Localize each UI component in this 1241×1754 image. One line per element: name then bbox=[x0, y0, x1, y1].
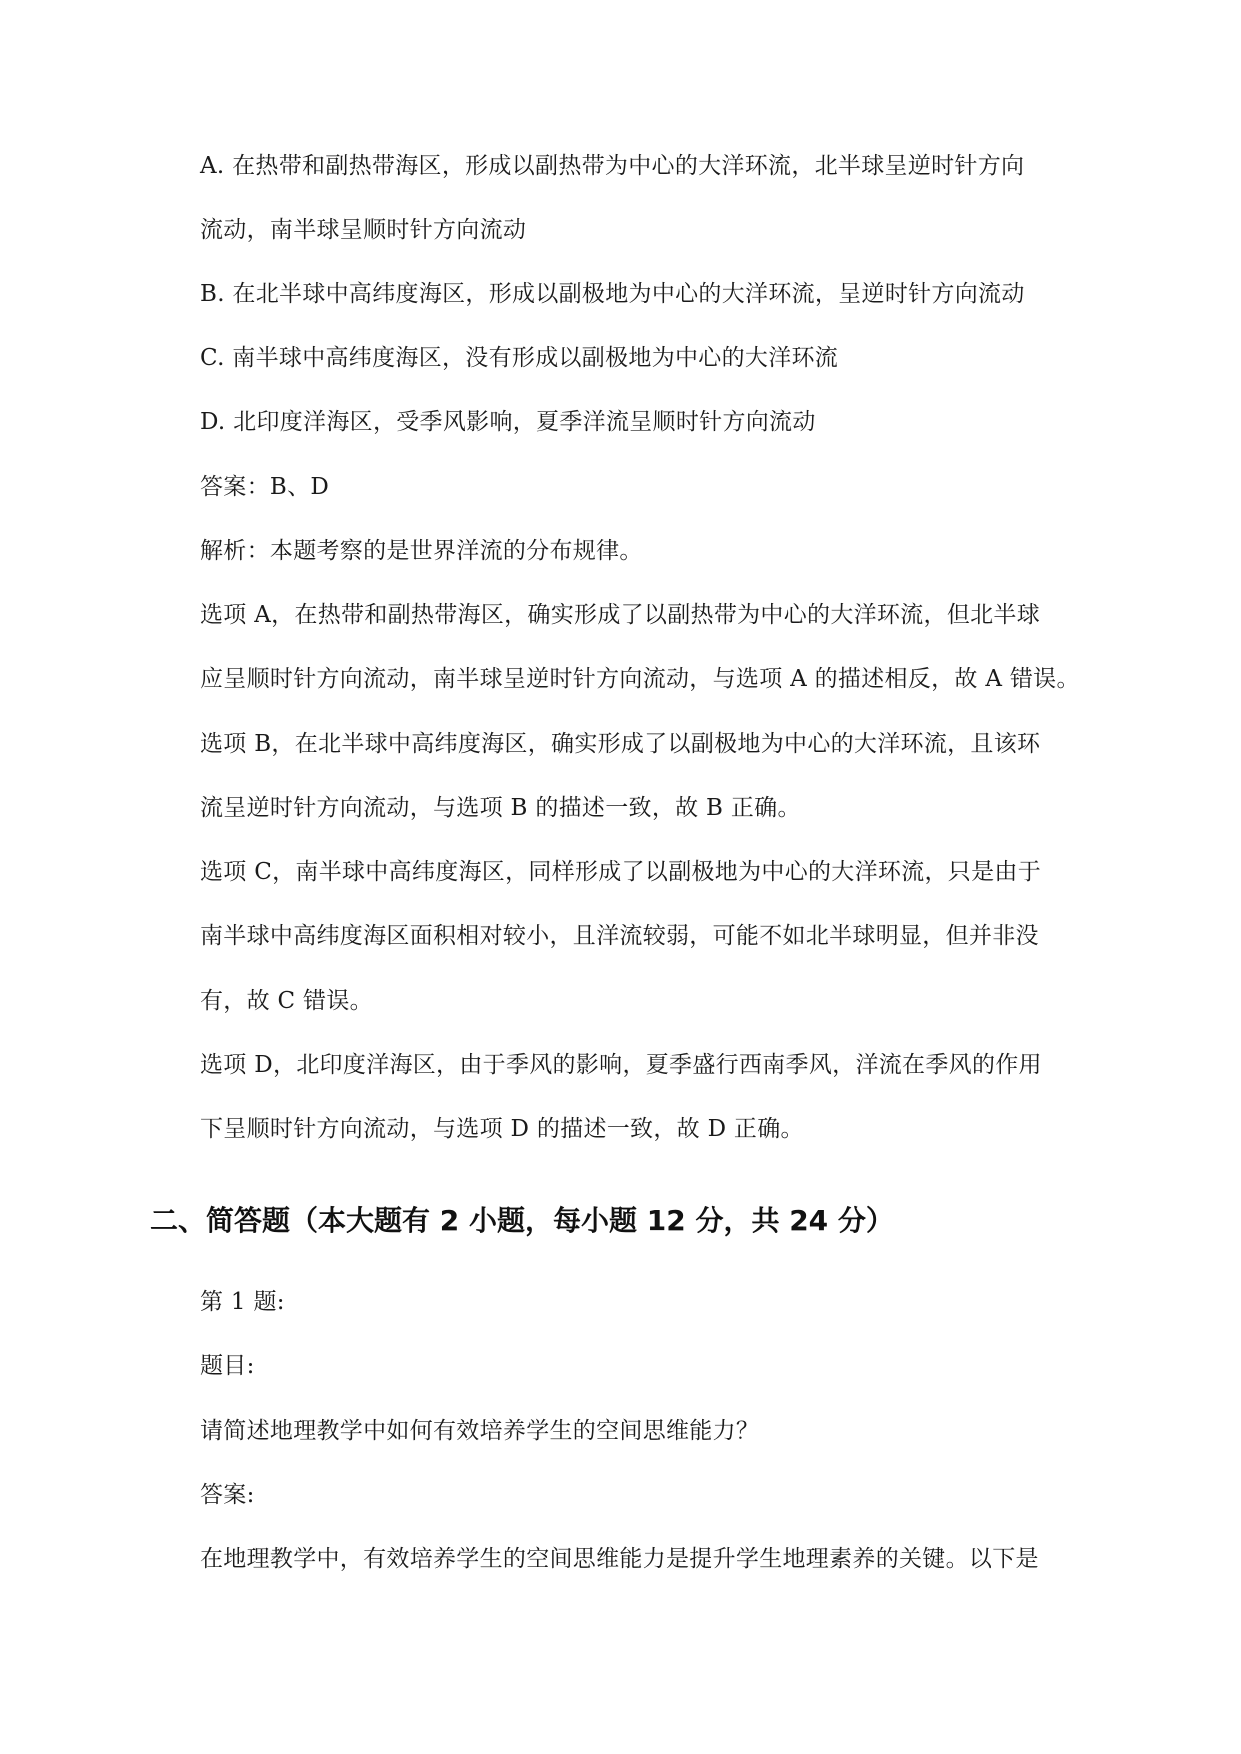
analysis-d-line-2: 下呈顺时针方向流动，与选项 D 的描述一致，故 D 正确。 bbox=[200, 1116, 804, 1142]
analysis-c-line-3: 有，故 C 错误。 bbox=[200, 988, 373, 1014]
option-a-line-1: A. 在热带和副热带海区，形成以副热带为中心的大洋环流，北半球呈逆时针方向 bbox=[200, 153, 1025, 179]
analysis-d-line-1: 选项 D，北印度洋海区，由于季风的影响，夏季盛行西南季风，洋流在季风的作用 bbox=[200, 1052, 1042, 1078]
question-text: 请简述地理教学中如何有效培养学生的空间思维能力？ bbox=[200, 1418, 760, 1444]
analysis-b-line-2: 流呈逆时针方向流动，与选项 B 的描述一致，故 B 正确。 bbox=[200, 795, 801, 821]
answer-text: 答案：B、D bbox=[200, 474, 330, 500]
option-a-line-2: 流动，南半球呈顺时针方向流动 bbox=[200, 217, 527, 243]
option-c: C. 南半球中高纬度海区，没有形成以副极地为中心的大洋环流 bbox=[200, 345, 839, 371]
section-heading: 二、简答题（本大题有 2 小题，每小题 12 分，共 24 分） bbox=[150, 1204, 894, 1237]
question-answer-label: 答案: bbox=[200, 1482, 255, 1508]
analysis-a-line-1: 选项 A，在热带和副热带海区，确实形成了以副热带为中心的大洋环流，但北半球 bbox=[200, 602, 1041, 628]
analysis-c-line-2: 南半球中高纬度海区面积相对较小，且洋流较弱，可能不如北半球明显，但并非没 bbox=[200, 923, 1039, 949]
analysis-b-line-1: 选项 B，在北半球中高纬度海区，确实形成了以副极地为中心的大洋环流，且该环 bbox=[200, 731, 1041, 757]
question-answer-line-1: 在地理教学中，有效培养学生的空间思维能力是提升学生地理素养的关键。以下是 bbox=[200, 1546, 1039, 1572]
question-title-label: 题目: bbox=[200, 1353, 255, 1379]
option-d: D. 北印度洋海区，受季风影响，夏季洋流呈顺时针方向流动 bbox=[200, 409, 816, 435]
analysis-c-line-1: 选项 C，南半球中高纬度海区，同样形成了以副极地为中心的大洋环流，只是由于 bbox=[200, 859, 1042, 885]
analysis-a-line-2: 应呈顺时针方向流动，南半球呈逆时针方向流动，与选项 A 的描述相反，故 A 错误。 bbox=[200, 666, 1080, 692]
option-b: B. 在北半球中高纬度海区，形成以副极地为中心的大洋环流，呈逆时针方向流动 bbox=[200, 281, 1025, 307]
analysis-intro: 解析：本题考察的是世界洋流的分布规律。 bbox=[200, 538, 643, 564]
question-number: 第 1 题: bbox=[200, 1289, 285, 1315]
